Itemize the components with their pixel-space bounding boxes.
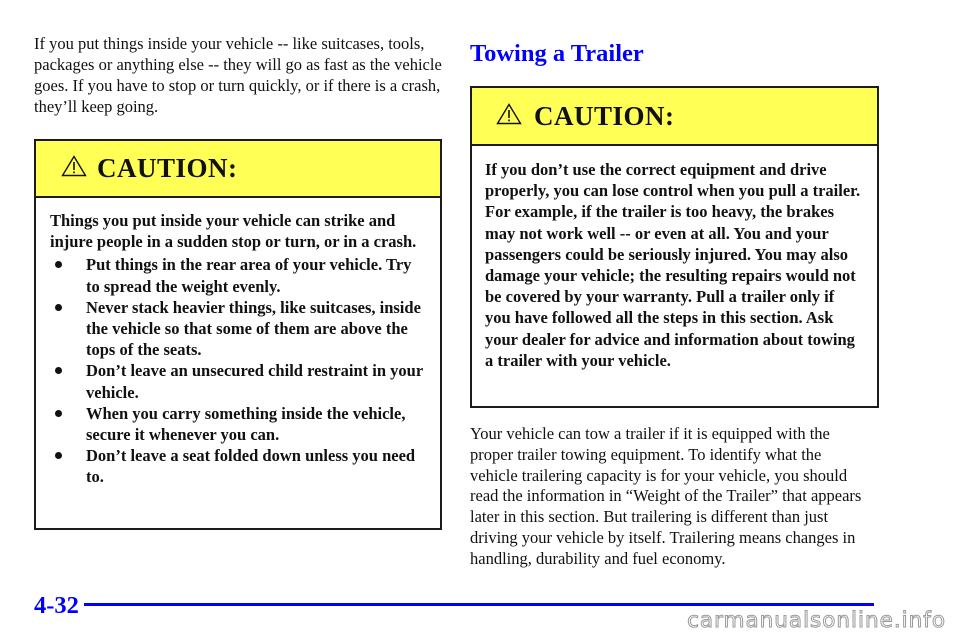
intro-paragraph: If you put things inside your vehicle -- like suitcases, tools, packages or anything else -- they will go as fast as the vehicle goes. If you have to stop or turn quickly, or if there is a crash, they’ll keep going. — [34, 34, 442, 116]
page-number: 4-32 — [34, 592, 79, 619]
caution-box-cargo — [34, 139, 442, 530]
caution-header — [472, 88, 877, 146]
section-title: Towing a Trailer — [470, 40, 644, 67]
list-item: Don’t leave an unsecured child restraint in your vehicle. — [50, 360, 424, 402]
bullet-icon — [55, 410, 62, 417]
towing-paragraph: Your vehicle can tow a trailer if it is equipped with the proper trailer towing equipment. To identify what the vehicle trailering capacity is for your vehicle, you should read the information in “Weight of the Trailer” that appears later in this section. But trailering is different than just driving your vehicle by itself. Trailering means changes in handling, durability and fuel economy. — [470, 424, 862, 568]
caution-body — [36, 198, 440, 488]
warning-triangle-icon — [61, 155, 87, 182]
site-watermark: carmanualsonline.info — [687, 608, 946, 633]
caution-title: CAUTION: — [534, 100, 675, 131]
caution-header — [36, 141, 440, 198]
list-item: When you carry something inside the vehicle, secure it whenever you can. — [50, 403, 424, 445]
caution-text: Things you put inside your vehicle can strike and injure people in a sudden stop or turn, or in a crash. — [50, 211, 417, 252]
caution-title: CAUTION: — [97, 153, 238, 183]
bullet-icon — [55, 367, 62, 374]
bullet-icon — [55, 261, 62, 268]
bullet-icon — [55, 452, 62, 459]
footer-rule — [84, 603, 874, 606]
list-item: Never stack heavier things, like suitcases, inside the vehicle so that some of them are above the tops of the seats. — [50, 297, 424, 361]
warning-triangle-icon — [496, 103, 522, 130]
caution-bullet-list — [50, 254, 424, 487]
bullet-icon — [55, 304, 62, 311]
list-item: Put things in the rear area of your vehicle. Try to spread the weight evenly. — [50, 254, 424, 296]
caution-text: If you don’t use the correct equipment and drive properly, you can lose control when you pull a trailer. For example, if the trailer is too heavy, the brakes may not work well -- or even at all. You and your passengers could be seriously injured. You may also damage your vehicle; the resulting repairs would not be covered by your warranty. Pull a trailer only if you have followed all the steps in this section. Ask your dealer for advice and information about towing a trailer with your vehicle. — [485, 160, 861, 370]
list-item: Don’t leave a seat folded down unless you need to. — [50, 445, 424, 487]
caution-box-trailer — [470, 86, 879, 408]
caution-body — [472, 146, 877, 371]
